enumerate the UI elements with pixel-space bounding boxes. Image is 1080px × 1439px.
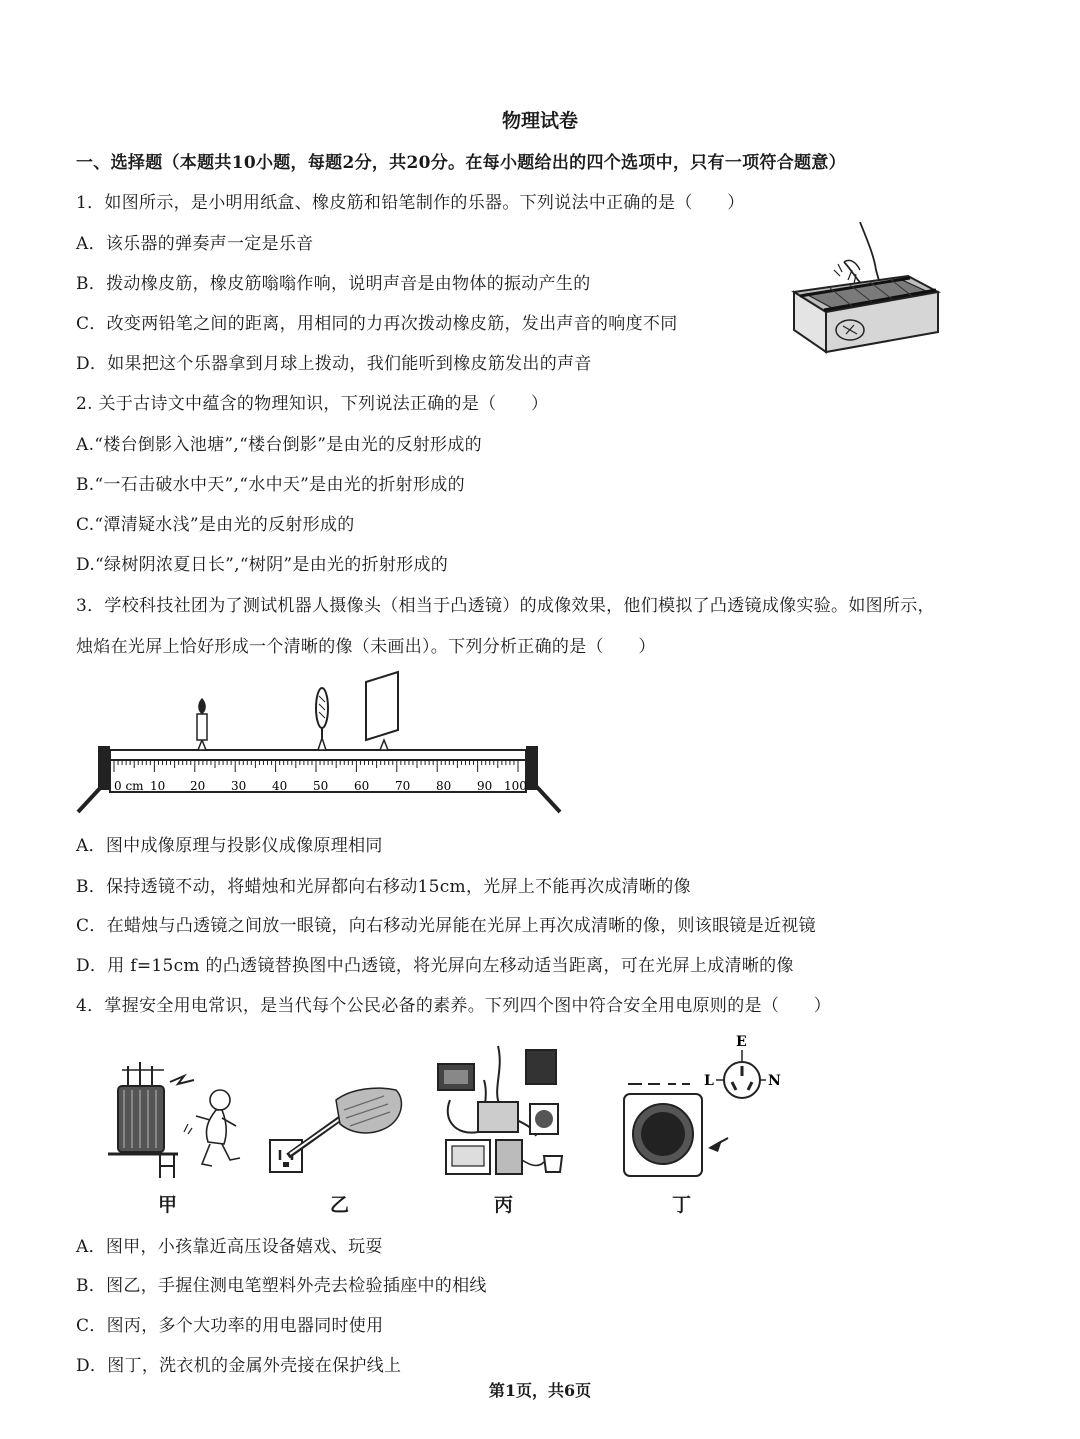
ruler-label-30: 30 (231, 779, 247, 793)
optical-bench-figure (74, 668, 570, 816)
question-4-option-d: D．图丁，洗衣机的金属外壳接在保护线上 (76, 1356, 402, 1376)
ruler-label-20: 20 (190, 779, 206, 793)
question-2-option-c: C.“潭清疑水浅”是由光的反射形成的 (76, 515, 355, 535)
ruler-label-60: 60 (354, 779, 370, 793)
figure-label-ding: 丁 (672, 1194, 692, 1216)
question-4-stem: 4．掌握安全用电常识，是当代每个公民必备的素养。下列四个图中符合安全用电原则的是（ ） (76, 996, 832, 1016)
question-3-option-d: D．用 f=15cm 的凸透镜替换图中凸透镜，将光屏向左移动适当距离，可在光屏上成清晰的像 (76, 956, 794, 976)
candle (197, 698, 207, 750)
figure-label-bing: 丙 (494, 1194, 514, 1216)
question-3-option-c: C．在蜡烛与凸透镜之间放一眼镜，向右移动光屏能在光屏上再次成清晰的像，则该眼镜是近视镜 (76, 916, 816, 936)
question-4-option-a: A．图甲，小孩靠近高压设备嬉戏、玩耍 (76, 1237, 383, 1257)
question-1-stem: 1．如图所示，是小明用纸盒、橡皮筋和铅笔制作的乐器。下列说法中正确的是（ ） (76, 193, 745, 213)
question-4-option-b: B．图乙，手握住测电笔塑料外壳去检验插座中的相线 (76, 1276, 487, 1296)
ruler-label-0: 0 cm (114, 779, 144, 793)
question-2-option-b: B.“一石击破水中天”,“水中天”是由光的折射形成的 (76, 475, 465, 495)
figure-ding-washing-machine (620, 1034, 790, 1180)
rubber-band-instrument-figure (790, 222, 942, 356)
figure-label-jia: 甲 (158, 1194, 178, 1216)
question-1-option-b: B．拨动橡皮筋，橡皮筋嗡嗡作响，说明声音是由物体的振动产生的 (76, 274, 591, 294)
question-3-stem-line-2: 烛焰在光屏上恰好形成一个清晰的像（未画出）。下列分析正确的是（ ） (76, 637, 656, 657)
question-3-option-b: B．保持透镜不动，将蜡烛和光屏都向右移动15cm，光屏上不能再次成清晰的像 (76, 877, 691, 897)
figure-bing-overloaded-outlet (434, 1040, 582, 1180)
page-title: 物理试卷 (501, 110, 578, 132)
ruler-label-10: 10 (150, 779, 166, 793)
ruler-label-100: 100 (504, 779, 527, 793)
plug-label-n: N (768, 1073, 781, 1089)
ruler-label-80: 80 (436, 779, 452, 793)
question-2-option-a: A.“楼台倒影入池塘”,“楼台倒影”是由光的反射形成的 (76, 435, 482, 455)
ruler-label-70: 70 (395, 779, 411, 793)
question-1-option-c: C．改变两铅笔之间的距离，用相同的力再次拨动橡皮筋，发出声音的响度不同 (76, 314, 678, 334)
page-footer: 第1页，共6页 (488, 1381, 592, 1400)
light-screen (366, 672, 398, 750)
figure-jia-high-voltage (104, 1060, 246, 1180)
figure-yi-test-pen (266, 1080, 416, 1180)
convex-lens (316, 688, 328, 750)
section-heading: 一、选择题（本题共10小题，每题2分，共20分。在每小题给出的四个选项中，只有一项符合题意） (76, 153, 846, 173)
ruler-label-90: 90 (477, 779, 493, 793)
plug-label-e: E (736, 1034, 747, 1050)
question-1-option-d: D．如果把这个乐器拿到月球上拨动，我们能听到橡皮筋发出的声音 (76, 354, 592, 374)
plug-label-l: L (704, 1073, 714, 1089)
question-2-stem: 2. 关于古诗文中蕴含的物理知识，下列说法正确的是（ ） (76, 394, 549, 414)
question-2-option-d: D.“绿树阴浓夏日长”,“树阴”是由光的折射形成的 (76, 555, 449, 575)
question-3-stem-line-1: 3．学校科技社团为了测试机器人摄像头（相当于凸透镜）的成像效果，他们模拟了凸透镜成像实验。如图所示， (76, 596, 935, 616)
question-4-option-c: C．图丙，多个大功率的用电器同时使用 (76, 1316, 384, 1336)
ruler-label-40: 40 (272, 779, 288, 793)
question-3-option-a: A．图中成像原理与投影仪成像原理相同 (76, 836, 383, 856)
figure-label-yi: 乙 (330, 1194, 350, 1216)
ruler-label-50: 50 (313, 779, 329, 793)
question-1-option-a: A．该乐器的弹奏声一定是乐音 (76, 234, 314, 254)
